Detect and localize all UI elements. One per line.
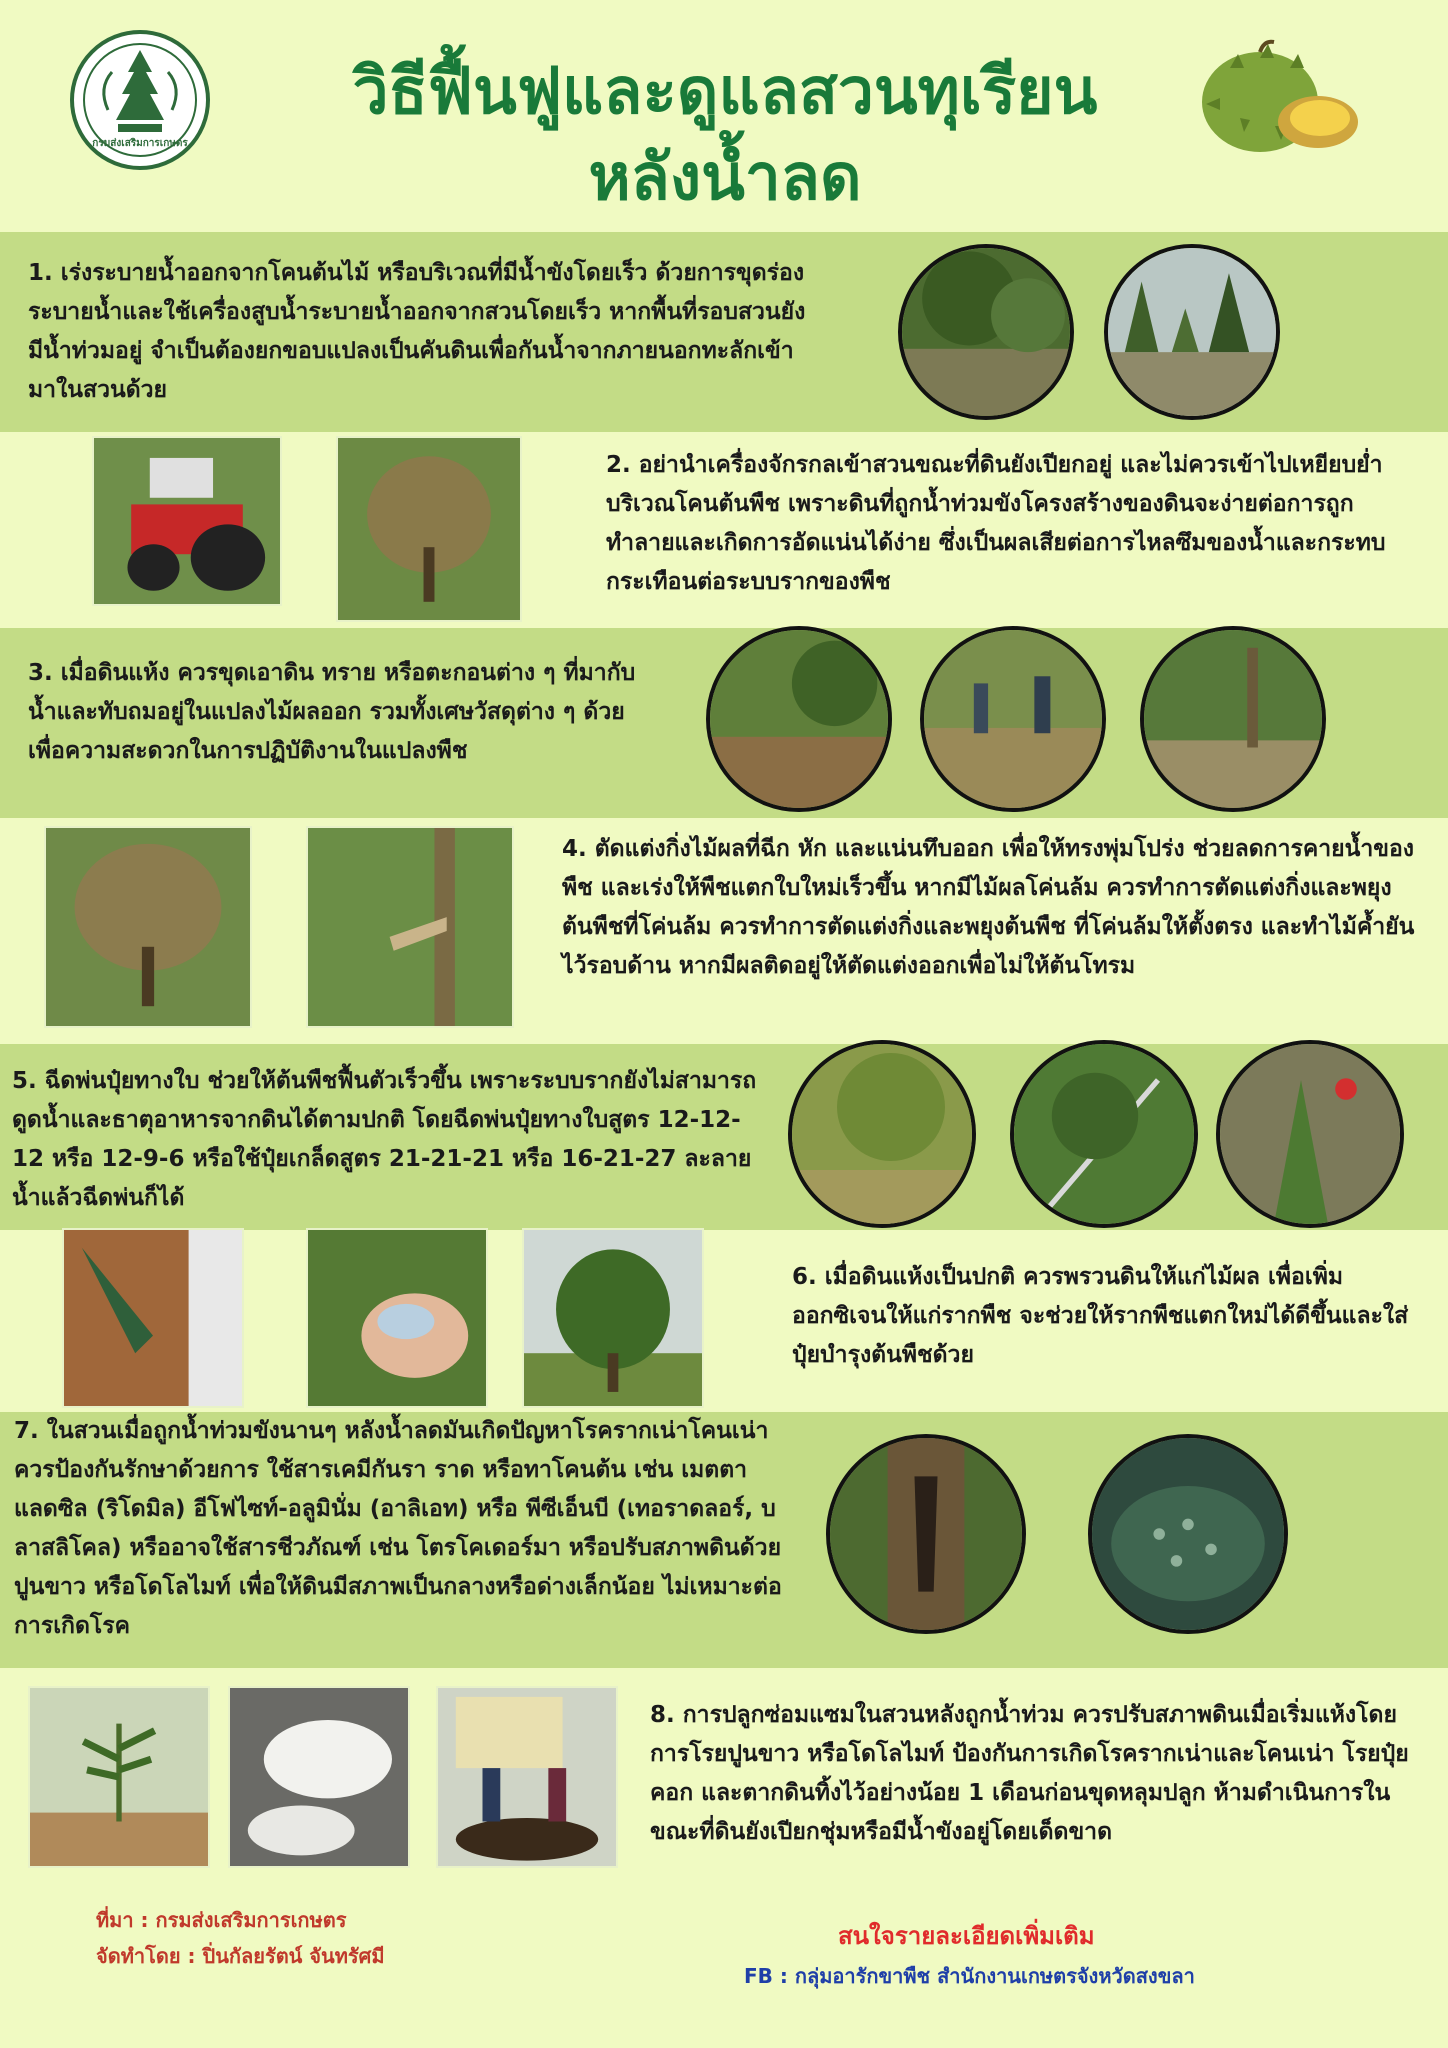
logo-caption: กรมส่งเสริมการเกษตร <box>92 138 188 149</box>
foliar-spray-photo-2 <box>1010 1040 1198 1228</box>
pruned-tree-photo <box>44 826 252 1028</box>
tilling-soil-photo <box>62 1228 244 1408</box>
tractor-photo <box>92 436 282 606</box>
lime-powder-photo <box>228 1686 410 1868</box>
step-2-text: 2. อย่านำเครื่องจักรกลเข้าสวนขณะที่ดินยังเปียกอยู่ และไม่ควรเข้าไปเหยียบย่ำบริเวณโคนต้นพืช เพราะดินที่ถูกน้ำท่วมขังโครงสร้างของดินจะง่ายต่อการถูกทำลายและเกิดการอัดแน่นได้ง่าย ซึ่งเป็นผลเสียต่อการไหลซึมของน้ำและกระทบกระเทือนต่อระบบรากของพืช <box>606 452 1386 595</box>
broken-branch-photo <box>306 826 514 1028</box>
step-4-text: 4. ตัดแต่งกิ่งไม้ผลที่ฉีก หัก และแน่นทึบออก เพื่อให้ทรงพุ่มโปร่ง ช่วยลดการคายน้ำของพืช และเร่งให้พืชแตกใบใหม่เร็วขึ้น หากมีไม้ผลโค่นล้ม ควรทำการตัดแต่งกิ่งและพยุงต้นพืชที่โค่นล้ม ควรทำการตัดแต่งกิ่งและพยุงต้นพืช ที่โค่นล้มให้ตั้งตรง และทำไม้ค้ำยันไว้รอบด้าน หากมีผลติดอยู่ให้ตัดแต่งออกเพื่อไม่ให้ต้นโทรม <box>562 836 1415 979</box>
durian-tree-photo-1 <box>336 436 522 622</box>
step-7-text: 7. ในสวนเมื่อถูกน้ำท่วมขังนานๆ หลังน้ำลดมันเกิดปัญหาโรครากเน่าโคนเน่า ควรป้องกันรักษาด้วยการ ใช้สารเคมีกันรา ราด หรือทาโคนต้น เช่น เมตตาแลดซิล (ริโดมิล) อีโฟไซท์-อลูมินั่ม (อาลิเอท) หรือ พีซีเอ็นบี (เทอราดลอร์, บลาสลิโคล) หรืออาจใช้สารชีวภัณฑ์ เช่น โตรโคเดอร์มา หรือปรับสภาพดินด้วยปูนขาว หรือโดโลไมท์ เพื่อให้ดินมีสภาพเป็นกลางหรือด่างเล็กน้อย ไม่เหมาะต่อการเกิดโรค <box>14 1418 782 1639</box>
step-8-text: 8. การปลูกซ่อมแซมในสวนหลังถูกน้ำท่วม ควรปรับสภาพดินเมื่อเริ่มแห้งโดยการโรยปูนขาว หรือโดโลไมท์ ป้องกันการเกิดโรครากเน่าและโคนเน่า โรยปุ๋ยคอก และตากดินทิ้งไว้อย่างน้อย 1 เดือนก่อนขุดหลุมปลูก ห้ามดำเนินการในขณะที่ดินยังเปียกชุ่มหรือมีน้ำขังอยู่โดยเด็ดขาด <box>650 1702 1409 1845</box>
step-5-text: 5. ฉีดพ่นปุ๋ยทางใบ ช่วยให้ต้นพืชฟื้นตัวเร็วขึ้น เพราะระบบรากยังไม่สามารถดูดน้ำและธาตุอาหารจากดินได้ตามปกติ โดยฉีดพ่นปุ๋ยทางใบสูตร 12-12-12 หรือ 12-9-6 หรือใช้ปุ๋ยเกล็ดสูตร 21-21-21 หรือ 16-21-27 ละลายน้ำแล้วฉีดพ่นก็ได้ <box>12 1068 757 1211</box>
cleared-orchard-photo <box>1140 626 1326 812</box>
flooded-orchard-photo-2 <box>1104 244 1280 420</box>
foliar-spray-photo-1 <box>788 1040 976 1228</box>
workers-clearing-photo <box>920 626 1106 812</box>
trichoderma-pellets-photo <box>1088 1434 1288 1634</box>
fertilizer-hand-photo <box>306 1228 488 1408</box>
facebook-link[interactable]: FB : กลุ่มอารักขาพืช สำนักงานเกษตรจังหวัดสงขลา <box>744 1964 1195 1988</box>
healthy-tree-photo <box>522 1228 704 1408</box>
more-info-heading: สนใจรายละเอียดเพิ่มเติม <box>838 1922 1095 1950</box>
debris-cleanup-photo-1 <box>706 626 892 812</box>
soil-preparation-photo <box>436 1686 618 1868</box>
source-credit: ที่มา : กรมส่งเสริมการเกษตร <box>96 1908 347 1932</box>
flooded-orchard-photo-1 <box>898 244 1074 420</box>
step-1-text: 1. เร่งระบายน้ำออกจากโคนต้นไม้ หรือบริเวณที่มีน้ำขังโดยเร็ว ด้วยการขุดร่องระบายน้ำและใช้เครื่องสูบน้ำระบายน้ำออกจากสวนโดยเร็ว หากพื้นที่รอบสวนยังมีน้ำท่วมอยู่ จำเป็นต้องยกขอบแปลงเป็นคันดินเพื่อกันน้ำจากภายนอกทะลักเข้ามาในสวนด้วย <box>28 260 806 403</box>
foliar-spray-photo-3 <box>1216 1040 1404 1228</box>
replanting-seedling-photo <box>28 1686 210 1868</box>
page-title-line2: หลังน้ำลด <box>588 141 862 215</box>
root-rot-trunk-photo <box>826 1434 1026 1634</box>
step-3-text: 3. เมื่อดินแห้ง ควรขุดเอาดิน ทราย หรือตะกอนต่าง ๆ ที่มากับน้ำและทับถมอยู่ในแปลงไม้ผลออก รวมทั้งเศษวัสดุต่าง ๆ ด้วย เพื่อความสะดวกในการปฏิบัติงานในแปลงพืช <box>28 660 636 764</box>
page-title-line1: วิธีฟื้นฟูและดูแลสวนทุเรียน <box>352 55 1098 129</box>
durian-icon <box>1190 38 1370 158</box>
step-6-text: 6. เมื่อดินแห้งเป็นปกติ ควรพรวนดินให้แก่ไม้ผล เพื่อเพิ่มออกซิเจนให้แก่รากพืช จะช่วยให้รากพืชแตกใหม่ได้ดีขึ้นและใส่ปุ๋ยบำรุงต้นพืชด้วย <box>792 1264 1409 1368</box>
author-credit: จัดทำโดย : ปิ่นกัลยรัตน์ จันทรัศมี <box>96 1944 385 1968</box>
